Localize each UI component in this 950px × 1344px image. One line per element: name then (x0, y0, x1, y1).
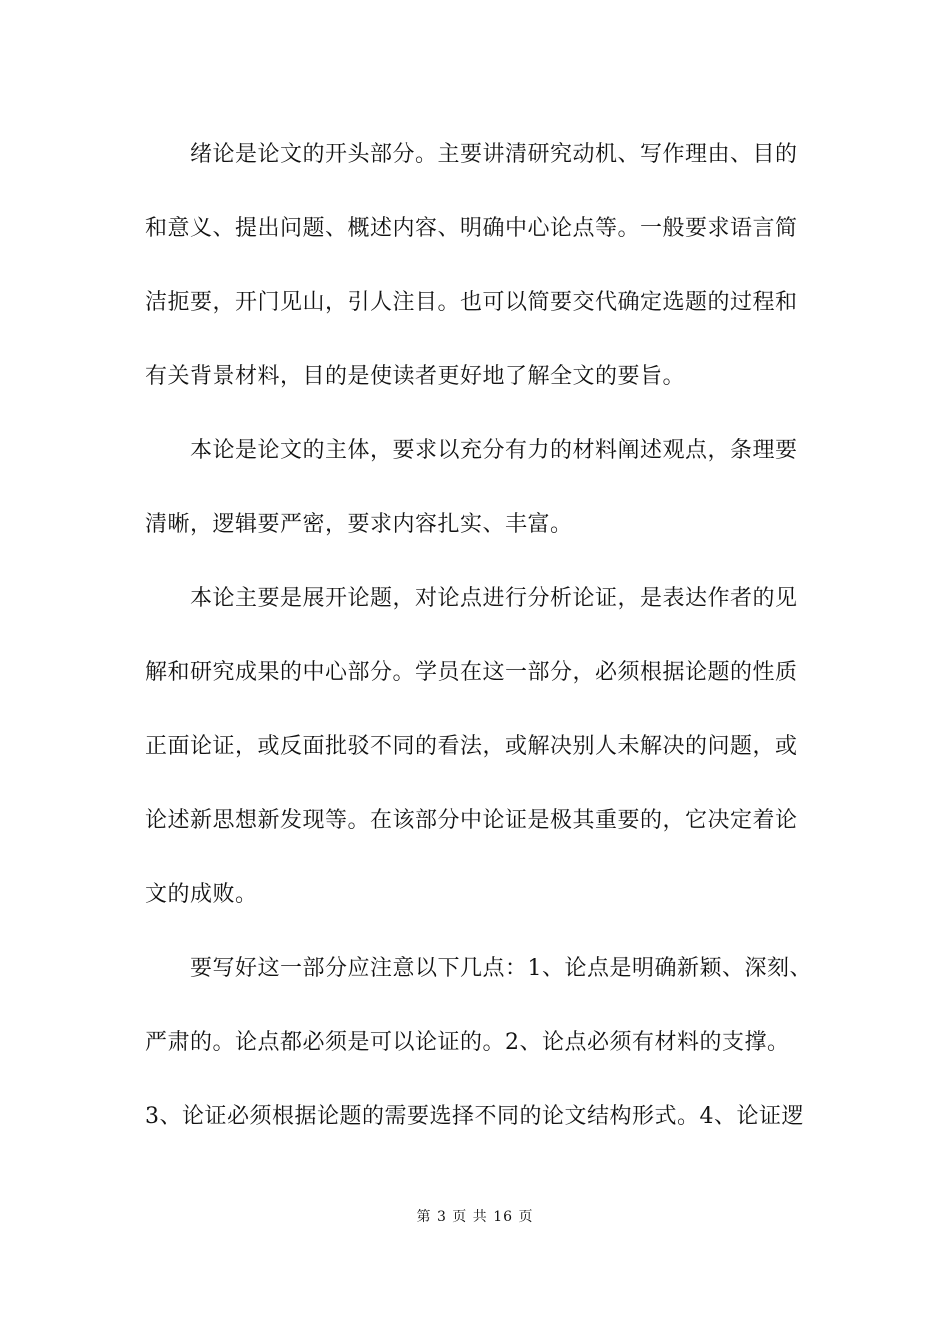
text-line: 本论是论文的主体，要求以充分有力的材料阐述观点，条理要 (145, 438, 798, 463)
text-line: 绪论是论文的开头部分。主要讲清研究动机、写作理由、目的 (145, 142, 798, 167)
text-line: 清晰，逻辑要严密，要求内容扎实、丰富。 (145, 512, 573, 537)
text-line: 和意义、提出问题、概述内容、明确中心论点等。一般要求语言简 (145, 216, 798, 241)
text-line: 严肃的。论点都必须是可以论证的。2、论点必须有材料的支撑。 (145, 1030, 790, 1055)
text-line: 正面论证，或反面批驳不同的看法，或解决别人未解决的问题，或 (145, 734, 798, 759)
text-line: 本论主要是展开论题，对论点进行分析论证，是表达作者的见 (145, 586, 798, 611)
text-line: 3、论证必须根据论题的需要选择不同的论文结构形式。4、论证逻 (145, 1104, 804, 1129)
text-line: 洁扼要，开门见山，引人注目。也可以简要交代确定选题的过程和 (145, 290, 798, 315)
text-line: 论述新思想新发现等。在该部分中论证是极其重要的，它决定着论 (145, 808, 798, 833)
text-line: 解和研究成果的中心部分。学员在这一部分，必须根据论题的性质 (145, 660, 798, 685)
text-line: 要写好这一部分应注意以下几点：1、论点是明确新颖、深刻、 (145, 956, 812, 981)
text-line: 有关背景材料，目的是使读者更好地了解全文的要旨。 (145, 364, 686, 389)
text-line: 文的成败。 (145, 882, 258, 907)
page-number-footer: 第 3 页 共 16 页 (416, 1209, 534, 1225)
